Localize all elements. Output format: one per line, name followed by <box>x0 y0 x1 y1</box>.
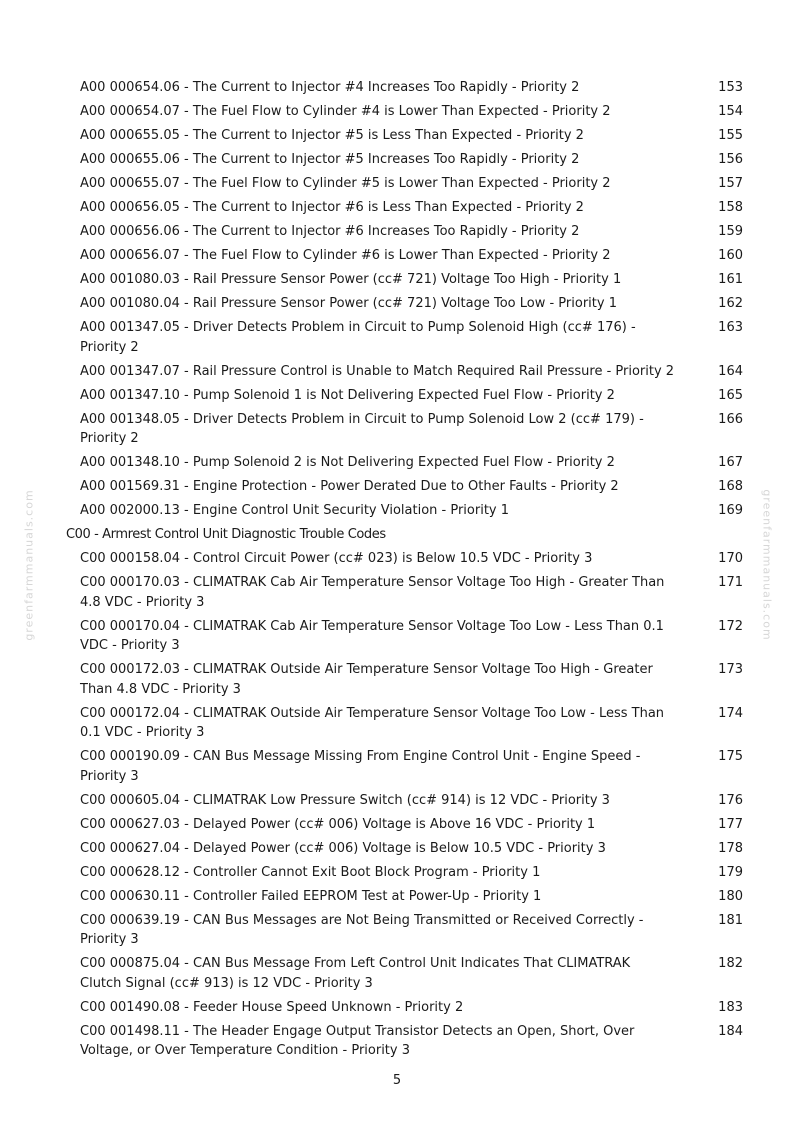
entry-title: C00 000875.04 - CAN Bus Message From Left Control Unit Indicates That CLIMATRAK Clutch Signal (cc# 913) is 12 VDC - Priority 3 <box>80 956 631 991</box>
entry-title: A00 000656.05 - The Current to Injector #6 is Less Than Expected - Priority 2 <box>80 200 584 216</box>
toc-entry[interactable] <box>0 571 794 615</box>
entry-page-number: 173 <box>718 662 743 678</box>
entry-title: C00 000170.04 - CLIMATRAK Cab Air Temperature Sensor Voltage Too Low - Less Than 0.1 VDC - Priority 3 <box>80 618 664 654</box>
entry-title: A00 001348.05 - Driver Detects Problem in Circuit to Pump Solenoid Low 2 (cc# 179) - Priority 2 <box>80 411 644 447</box>
entry-page-number: 181 <box>718 912 743 928</box>
entry-page-number: 159 <box>718 224 743 240</box>
entry-page-number: 167 <box>718 455 743 471</box>
entry-page-number: 158 <box>718 200 743 216</box>
entry-title: C00 001498.11 - The Header Engage Output Transistor Detects an Open, Short, Over Voltage, or Over Temperature Condition - Priority 3 <box>80 1023 635 1059</box>
entry-page-number: 184 <box>718 1023 743 1039</box>
entry-title: A00 000655.06 - The Current to Injector #5 Increases Too Rapidly - Priority 2 <box>80 152 580 168</box>
page-number: 5 <box>392 1073 402 1088</box>
entry-title: A00 001569.31 - Engine Protection - Power Derated Due to Other Faults - Priority 2 <box>80 479 619 495</box>
toc-entry[interactable] <box>0 909 794 953</box>
entry-page-number: 157 <box>718 176 743 192</box>
toc-entry[interactable] <box>0 408 794 452</box>
entry-page-number: 163 <box>718 320 743 336</box>
entry-page-number: 160 <box>718 248 743 264</box>
entry-title: A00 001080.04 - Rail Pressure Sensor Power (cc# 721) Voltage Too Low - Priority 1 <box>80 296 617 312</box>
toc-entry[interactable] <box>0 885 794 909</box>
toc-entry[interactable] <box>0 196 794 220</box>
entry-title: A00 001347.10 - Pump Solenoid 1 is Not Delivering Expected Fuel Flow - Priority 2 <box>80 387 615 403</box>
entry-title: C00 000628.12 - Controller Cannot Exit Boot Block Program - Priority 1 <box>80 864 541 880</box>
section-title: C00 - Armrest Control Unit Diagnostic Trouble Codes <box>66 527 386 543</box>
entry-page-number: 153 <box>718 80 743 96</box>
entry-page-number: 154 <box>718 104 743 120</box>
toc-entry[interactable] <box>0 702 794 746</box>
toc-entry[interactable] <box>0 292 794 316</box>
entry-title: C00 000605.04 - CLIMATRAK Low Pressure Switch (cc# 914) is 12 VDC - Priority 3 <box>80 792 610 808</box>
watermark-right: greenfarmmanuals.com <box>760 489 774 641</box>
toc-entry[interactable] <box>0 124 794 148</box>
entry-page-number: 165 <box>718 387 743 403</box>
entry-title: C00 001490.08 - Feeder House Speed Unknown - Priority 2 <box>80 999 464 1015</box>
entry-title: C00 000170.03 - CLIMATRAK Cab Air Temperature Sensor Voltage Too High - Greater Than 4.8 VDC - Priority 3 <box>80 575 665 610</box>
toc-entry[interactable] <box>0 745 794 789</box>
entry-page-number: 166 <box>718 411 743 427</box>
toc-entry[interactable] <box>0 499 794 523</box>
entry-title: C00 000630.11 - Controller Failed EEPROM Test at Power-Up - Priority 1 <box>80 888 542 904</box>
entry-page-number: 164 <box>718 363 743 379</box>
toc-entry[interactable] <box>0 813 794 837</box>
entry-title: C00 000158.04 - Control Circuit Power (cc# 023) is Below 10.5 VDC - Priority 3 <box>80 551 593 567</box>
toc-entry[interactable] <box>0 1020 794 1064</box>
toc-entry[interactable] <box>0 547 794 571</box>
entry-page-number: 172 <box>718 618 743 634</box>
toc-entry[interactable] <box>0 100 794 124</box>
entry-page-number: 171 <box>718 575 743 591</box>
table-of-contents <box>0 76 794 1063</box>
entry-title: C00 000639.19 - CAN Bus Messages are Not Being Transmitted or Received Correctly - Priority 3 <box>80 912 644 948</box>
toc-entry[interactable] <box>0 451 794 475</box>
entry-page-number: 155 <box>718 128 743 144</box>
toc-entry[interactable] <box>0 658 794 702</box>
toc-section-heading <box>0 523 794 547</box>
entry-page-number: 169 <box>718 503 743 519</box>
entry-page-number: 182 <box>718 956 743 972</box>
toc-entry[interactable] <box>0 615 794 659</box>
toc-entry[interactable] <box>0 475 794 499</box>
entry-page-number: 177 <box>718 816 743 832</box>
entry-page-number: 183 <box>718 999 743 1015</box>
entry-page-number: 179 <box>718 864 743 880</box>
entry-title: A00 000655.07 - The Fuel Flow to Cylinder #5 is Lower Than Expected - Priority 2 <box>80 176 611 192</box>
toc-entry[interactable] <box>0 76 794 100</box>
entry-title: A00 001347.05 - Driver Detects Problem in Circuit to Pump Solenoid High (cc# 176) - Priority 2 <box>80 320 636 355</box>
entry-page-number: 178 <box>718 840 743 856</box>
entry-title: C00 000172.04 - CLIMATRAK Outside Air Temperature Sensor Voltage Too Low - Less Than 0.1 VDC - Priority 3 <box>80 705 665 741</box>
entry-title: A00 001347.07 - Rail Pressure Control is Unable to Match Required Rail Pressure - Priority 2 <box>80 363 675 379</box>
toc-entry[interactable] <box>0 837 794 861</box>
entry-page-number: 174 <box>718 705 743 721</box>
entry-title: C00 000190.09 - CAN Bus Message Missing From Engine Control Unit - Engine Speed - Priority 3 <box>80 749 641 784</box>
entry-title: A00 001348.10 - Pump Solenoid 2 is Not Delivering Expected Fuel Flow - Priority 2 <box>80 455 615 471</box>
toc-entry[interactable] <box>0 220 794 244</box>
toc-entry[interactable] <box>0 789 794 813</box>
entry-title: A00 002000.13 - Engine Control Unit Security Violation - Priority 1 <box>80 503 510 519</box>
entry-title: C00 000172.03 - CLIMATRAK Outside Air Temperature Sensor Voltage Too High - Greater Than 4.8 VDC - Priority 3 <box>80 662 653 697</box>
entry-page-number: 156 <box>718 152 743 168</box>
entry-title: A00 000654.06 - The Current to Injector #4 Increases Too Rapidly - Priority 2 <box>80 80 580 96</box>
toc-entry[interactable] <box>0 360 794 384</box>
entry-title: A00 000654.07 - The Fuel Flow to Cylinder #4 is Lower Than Expected - Priority 2 <box>80 104 611 120</box>
entry-page-number: 170 <box>718 551 743 567</box>
entry-page-number: 175 <box>718 749 743 765</box>
toc-entry[interactable] <box>0 268 794 292</box>
entry-title: A00 001080.03 - Rail Pressure Sensor Power (cc# 721) Voltage Too High - Priority 1 <box>80 272 622 288</box>
entry-title: A00 000656.07 - The Fuel Flow to Cylinder #6 is Lower Than Expected - Priority 2 <box>80 248 611 264</box>
entry-title: A00 000655.05 - The Current to Injector #5 is Less Than Expected - Priority 2 <box>80 128 584 144</box>
toc-entry[interactable] <box>0 244 794 268</box>
toc-entry[interactable] <box>0 952 794 996</box>
entry-page-number: 168 <box>718 479 743 495</box>
entry-page-number: 162 <box>718 296 743 312</box>
entry-title: A00 000656.06 - The Current to Injector #6 Increases Too Rapidly - Priority 2 <box>80 224 580 240</box>
entry-title: C00 000627.03 - Delayed Power (cc# 006) Voltage is Above 16 VDC - Priority 1 <box>80 816 596 832</box>
toc-entry[interactable] <box>0 172 794 196</box>
entry-page-number: 180 <box>718 888 743 904</box>
watermark-left: greenfarmmanuals.com <box>22 489 36 641</box>
toc-entry[interactable] <box>0 148 794 172</box>
entry-title: C00 000627.04 - Delayed Power (cc# 006) Voltage is Below 10.5 VDC - Priority 3 <box>80 840 606 856</box>
entry-page-number: 161 <box>718 272 743 288</box>
toc-entry[interactable] <box>0 861 794 885</box>
entry-page-number: 176 <box>718 792 743 808</box>
toc-entry[interactable] <box>0 996 794 1020</box>
toc-entry[interactable] <box>0 384 794 408</box>
toc-entry[interactable] <box>0 316 794 360</box>
